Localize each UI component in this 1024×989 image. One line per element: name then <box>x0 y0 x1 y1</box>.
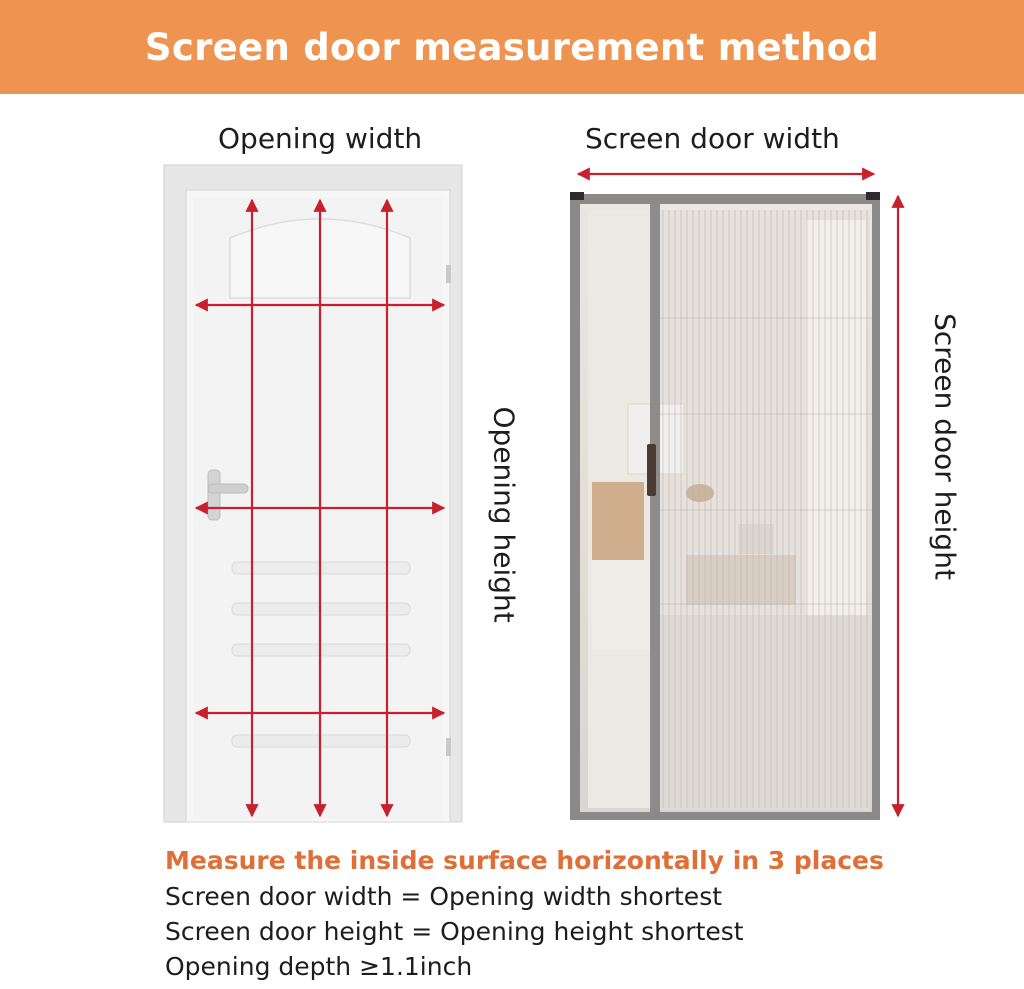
instruction-text: Measure the inside surface horizontally in 3 places <box>165 846 884 875</box>
note-line: Screen door width = Opening width shortest <box>165 882 723 911</box>
note-line: Opening depth ≥1.1inch <box>165 952 473 981</box>
screen-door-width-label: Screen door width <box>585 122 840 155</box>
page-title: Screen door measurement method <box>144 25 880 69</box>
opening-height-label: Opening height <box>487 406 521 623</box>
screen-door <box>570 192 880 820</box>
opening-width-label: Opening width <box>218 122 423 155</box>
note-line: Screen door height = Opening height shortest <box>165 917 744 946</box>
screen-door-height-label: Screen door height <box>928 313 962 580</box>
measurement-notes <box>165 846 884 984</box>
